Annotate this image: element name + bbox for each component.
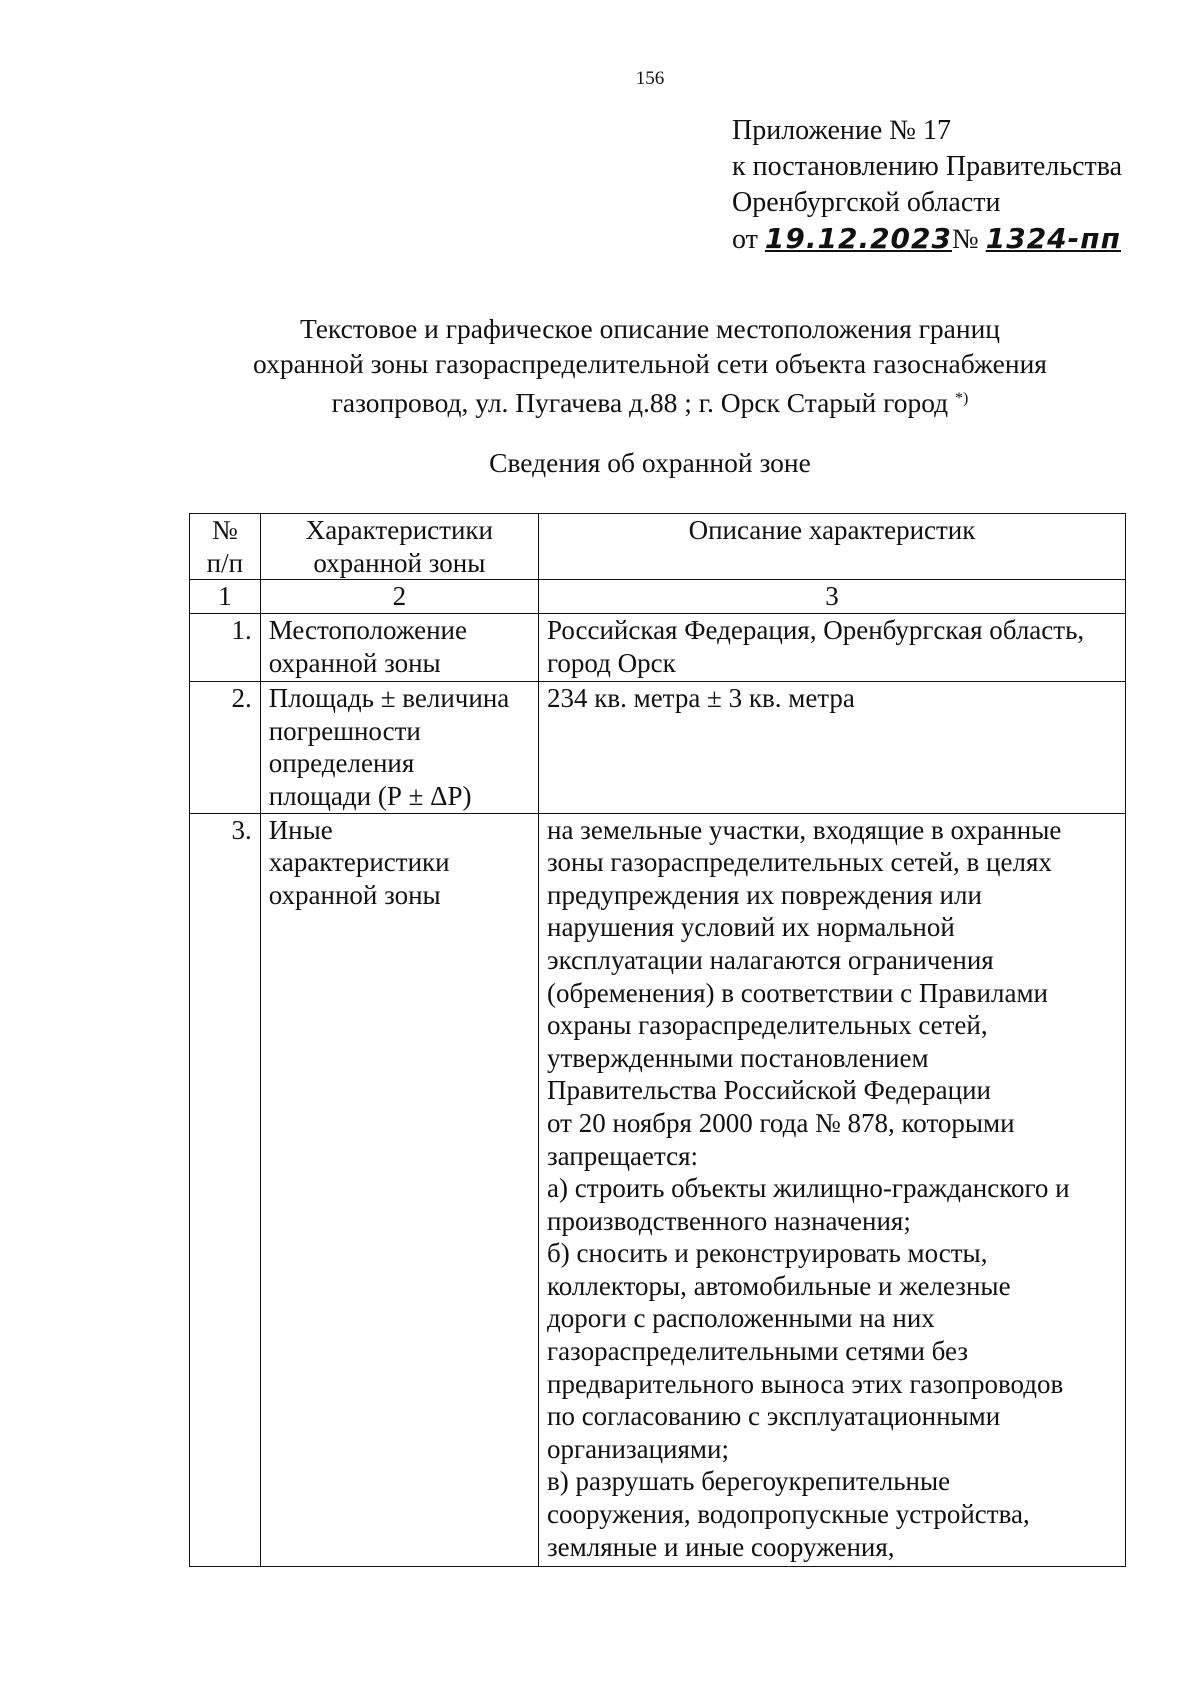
characteristic-line: охранной зоны [268,647,441,678]
description-line: газораспределительными сетями без [547,1336,969,1367]
description-line: зоны газораспределительных сетей, в целях [547,847,1052,878]
description-line: по согласованию с эксплуатационными [547,1401,1001,1432]
table-row [190,614,1126,682]
title-line-1: Текстовое и графическое описание местоположения границ [299,313,1001,344]
description-line: организациями; [547,1433,729,1464]
description-line: земляные и иные сооружения, [547,1531,895,1562]
description-line: от 20 ноября 2000 года № 878, которыми [547,1107,1015,1138]
zone-info-table [189,513,1126,1567]
row-description [539,682,1126,813]
header-description: Описание характеристик [539,514,1126,580]
description-line: город Орск [547,647,676,678]
characteristic-line: характеристики [268,847,450,878]
description-line: дороги с расположенными на них [547,1303,935,1334]
description-line: в) разрушать берегоукрепительные [547,1466,951,1497]
header-number [190,514,261,580]
description-line: на земельные участки, входящие в охранные [547,814,1062,845]
appendix-block [732,113,1122,258]
description-line: эксплуатации налагаются ограничения [547,944,994,975]
header-characteristic [260,514,538,580]
characteristic-line: Площадь ± величина [268,683,510,714]
appendix-resolution: к постановлению Правительства [732,151,1123,182]
number-prefix: № [952,224,979,255]
characteristic-line: погрешности [268,715,421,746]
characteristic-line: охранной зоны [268,879,441,910]
description-line: нарушения условий их нормальной [547,912,955,943]
description-line: предупреждения их повреждения или [547,879,982,910]
column-number-3: 3 [539,580,1126,614]
description-line: коллекторы, автомобильные и железные [547,1270,1011,1301]
column-number-row [190,580,1126,614]
description-line: охраны газораспределительных сетей, [547,1010,988,1041]
header-characteristic-line-2: охранной зоны [313,547,486,578]
title-line-3-text: газопровод, ул. Пугачева д.88 ; г. Орск Старый город [331,387,949,418]
handwritten-date: 19.12.2023 [764,222,953,255]
description-line: сооружения, водопропускные устройства, [547,1499,1030,1530]
appendix-region: Оренбургской области [732,187,1001,218]
date-prefix: от [732,224,758,255]
description-line: предварительного выноса этих газопроводов [547,1368,1064,1399]
table-row [190,682,1126,813]
header-number-line-1: № [211,515,238,545]
row-description [539,813,1126,1566]
appendix-title: Приложение № 17 [732,115,951,146]
title-line-2: охранной зоны газораспределительной сети объекта газоснабжения [253,348,1047,379]
footnote-mark: *) [955,390,969,407]
row-number: 3. [190,813,261,1566]
row-characteristic [260,614,538,682]
characteristic-line: Иные [268,814,333,845]
row-characteristic [260,813,538,1566]
column-number-2: 2 [260,580,538,614]
description-line: 234 кв. метра ± 3 кв. метра [547,683,855,714]
header-characteristic-line-1: Характеристики [305,515,493,545]
description-line: а) строить объекты жилищно-гражданского и [547,1173,1070,1204]
description-line: Российская Федерация, Оренбургская область, [547,615,1085,646]
title-line-3 [0,381,1200,420]
section-subtitle: Сведения об охранной зоне [489,447,811,478]
document-title [0,311,1200,420]
description-line: Правительства Российской Федерации [547,1075,991,1106]
table-row [190,813,1126,1566]
row-number: 2. [190,682,261,813]
row-characteristic [260,682,538,813]
characteristic-line: Местоположение [268,615,467,646]
description-line: запрещается: [547,1140,699,1171]
table-header-row [190,514,1126,580]
description-line: утвержденными постановлением [547,1042,929,1073]
row-description [539,614,1126,682]
description-line: б) сносить и реконструировать мосты, [547,1238,988,1269]
column-number-1: 1 [190,580,261,614]
description-line: производственного назначения; [547,1205,911,1236]
header-number-line-2: п/п [206,547,244,578]
handwritten-number: 1324-пп [985,222,1121,255]
description-line: (обременения) в соответствии с Правилами [547,977,1048,1008]
page-number: 156 [635,68,665,89]
appendix-date-number [732,221,1122,258]
characteristic-line: определения [268,748,415,779]
characteristic-line: площади (Р ± ΔР) [268,780,472,811]
row-number: 1. [190,614,261,682]
